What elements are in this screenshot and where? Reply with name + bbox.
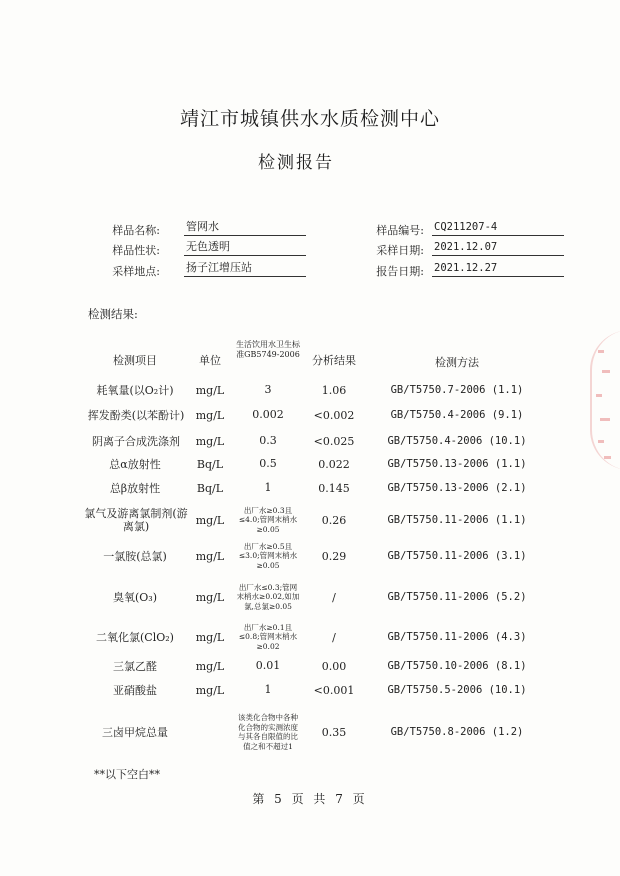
row-item: 阴离子合成洗涤剂: [92, 434, 180, 448]
row-item: 亚硝酸盐: [113, 683, 157, 697]
table-row: [0, 620, 620, 654]
row-method: GB/T5750.7-2006 (1.1): [390, 383, 524, 396]
row-standard: 0.002: [252, 408, 284, 422]
row-result: /: [332, 630, 336, 644]
row-result: 0.145: [318, 481, 350, 495]
row-item: 三卤甲烷总量: [102, 725, 168, 739]
seal-stamp-edge: [590, 330, 620, 470]
table-row: [0, 574, 620, 620]
row-unit: mg/L: [195, 408, 225, 422]
row-method: GB/T5750.13-2006 (2.1): [387, 481, 527, 494]
row-standard: 0.3: [259, 434, 277, 448]
end-of-table-note: **以下空白**: [94, 768, 160, 781]
column-header-result: 分析结果: [312, 354, 356, 367]
row-item: 挥发酚类(以苯酚计): [87, 408, 185, 422]
row-method: GB/T5750.4-2006 (10.1): [387, 434, 527, 447]
row-item: 臭氧(O₃): [112, 590, 157, 604]
row-standard: 出厂水≤0.3;管网末梢水≥0.02,如加氯,总氯≥0.05: [236, 582, 300, 611]
table-row: [0, 400, 620, 430]
sample-name-label: 样品名称:: [112, 224, 160, 237]
row-unit: mg/L: [195, 683, 225, 697]
row-method: GB/T5750.11-2006 (1.1): [387, 513, 527, 526]
row-unit: [188, 704, 232, 760]
sampling-location-label: 采样地点:: [112, 265, 160, 278]
row-method: GB/T5750.4-2006 (9.1): [390, 408, 524, 421]
column-header-unit: 单位: [199, 354, 221, 367]
row-result: <0.025: [313, 434, 355, 448]
row-standard: 出厂水≥0.5且≤3.0;管网末梢水≥0.05: [238, 541, 298, 570]
row-method: GB/T5750.13-2006 (1.1): [387, 457, 527, 470]
row-method: GB/T5750.5-2006 (10.1): [387, 683, 527, 696]
row-result: 0.29: [321, 549, 347, 563]
row-result: /: [332, 590, 336, 604]
row-standard: 0.5: [259, 457, 277, 471]
row-standard: 出厂水≥0.1且≤0.8;管网末梢水≥0.02: [238, 622, 298, 651]
row-unit: mg/L: [195, 513, 225, 527]
row-unit: Bq/L: [196, 481, 224, 495]
row-standard: 该类化合物中各种化合物的实测浓度与其各自限值的比值之和不超过1: [238, 713, 298, 751]
sample-id-value: CQ211207-4: [432, 220, 564, 236]
table-row: [0, 476, 620, 500]
row-result: 0.022: [318, 457, 350, 471]
sampling-location-value: 扬子江增压站: [184, 261, 306, 277]
column-header-method: 检测方法: [435, 356, 479, 369]
row-item: 二氧化氯(ClO₂): [96, 630, 174, 644]
results-section-label: 检测结果:: [88, 307, 138, 321]
row-item: 一氯胺(总氯): [103, 549, 167, 563]
row-unit: mg/L: [195, 590, 225, 604]
row-standard: 1: [264, 481, 272, 495]
table-row: [0, 704, 620, 760]
row-unit: mg/L: [195, 630, 225, 644]
row-unit: mg/L: [195, 383, 225, 397]
row-unit: mg/L: [195, 434, 225, 448]
report-title: 检测报告: [258, 153, 334, 173]
report-date-label: 报告日期:: [376, 265, 424, 278]
sample-property-label: 样品性状:: [112, 244, 160, 257]
row-item: 三氯乙醛: [113, 659, 157, 673]
column-header-standard: 生活饮用水卫生标准GB5749-2006: [236, 340, 300, 359]
sample-name-value: 管网水: [184, 220, 306, 236]
row-unit: mg/L: [195, 659, 225, 673]
row-method: GB/T5750.11-2006 (3.1): [387, 549, 527, 562]
table-row: [0, 502, 620, 538]
table-row: [0, 430, 620, 452]
row-result: 1.06: [321, 383, 347, 397]
row-item: 氯气及游离氯制剂(游离氯): [84, 507, 188, 533]
row-method: GB/T5750.11-2006 (5.2): [387, 590, 527, 603]
row-item: 总β放射性: [109, 481, 161, 495]
row-unit: Bq/L: [196, 457, 224, 471]
org-title: 靖江市城镇供水水质检测中心: [179, 108, 440, 130]
row-standard: 出厂水≥0.3且≤4.0;管网末梢水≥0.05: [238, 505, 298, 534]
sampling-date-value: 2021.12.07: [432, 240, 564, 256]
row-item: 总α放射性: [109, 457, 161, 471]
row-unit: mg/L: [195, 549, 225, 563]
row-standard: 0.01: [255, 659, 281, 673]
column-header-item: 检测项目: [113, 354, 157, 367]
row-method: GB/T5750.8-2006 (1.2): [390, 725, 524, 738]
sampling-date-label: 采样日期:: [376, 244, 424, 257]
table-row: [0, 538, 620, 574]
report-date-value: 2021.12.27: [432, 261, 564, 277]
row-result: <0.002: [313, 408, 355, 422]
row-result: <0.001: [313, 683, 355, 697]
row-method: GB/T5750.11-2006 (4.3): [387, 630, 527, 643]
table-row: [0, 654, 620, 678]
page-number: 第 5 页 共 7 页: [252, 792, 368, 806]
sample-property-value: 无色透明: [184, 240, 306, 256]
row-method: GB/T5750.10-2006 (8.1): [387, 659, 527, 672]
row-result: 0.00: [321, 659, 347, 673]
table-row: [0, 380, 620, 400]
row-result: 0.26: [321, 513, 347, 527]
row-result: 0.35: [321, 725, 347, 739]
row-standard: 1: [264, 683, 272, 697]
row-item: 耗氧量(以O₂计): [96, 383, 174, 397]
table-row: [0, 452, 620, 476]
sample-id-label: 样品编号:: [376, 224, 424, 237]
table-row: [0, 678, 620, 702]
row-standard: 3: [264, 383, 272, 397]
